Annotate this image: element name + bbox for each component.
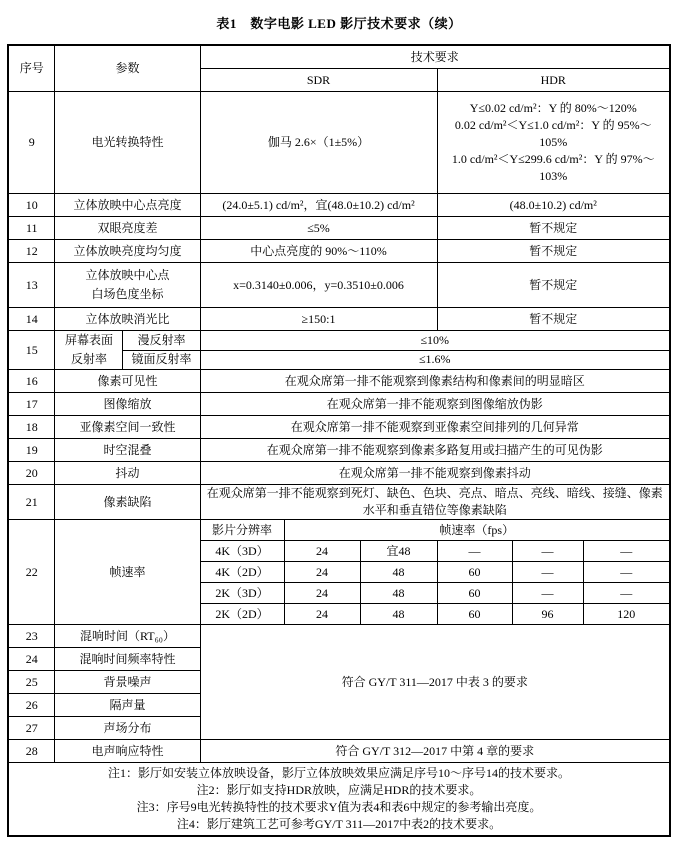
cell-r23-param: 混响时间（RT₆₀） <box>55 625 200 648</box>
table-row <box>8 520 670 541</box>
cell-r16-value: 在观众席第一排不能观察到像素结构和像素间的明显暗区 <box>200 370 670 393</box>
cell-r19-value: 在观众席第一排不能观察到像素多路复用或扫描产生的可见伪影 <box>200 439 670 462</box>
cell-r28-value: 符合 GY/T 312—2017 中第 4 章的要求 <box>200 740 670 763</box>
cell-fps: — <box>583 541 670 562</box>
table-row <box>8 92 670 194</box>
cell-r9-hdr <box>437 92 670 194</box>
cell-fps: 120 <box>583 604 670 625</box>
hdr-rule-line: 1.0 cd/m²＜Y≤299.6 cd/m²：Y 的 97%～ <box>451 152 655 166</box>
cell-r24-no: 24 <box>8 648 55 671</box>
param-line: 白场色度坐标 <box>91 287 164 301</box>
cell-fps: 48 <box>360 583 437 604</box>
cell-r9-no: 9 <box>8 92 55 194</box>
cell-r18-no: 18 <box>8 416 55 439</box>
cell-r22-subheader-fps: 帧速率（fps） <box>284 520 670 541</box>
notes-row <box>8 763 670 837</box>
param-line: 反射率 <box>70 352 107 366</box>
col-header-param: 参数 <box>55 45 200 92</box>
header-row-1 <box>8 45 670 69</box>
cell-r14-sdr: ≥150:1 <box>200 308 437 331</box>
cell-fps: 24 <box>284 562 360 583</box>
cell-fps: — <box>512 583 583 604</box>
cell-r17-value: 在观众席第一排不能观察到图像缩放伪影 <box>200 393 670 416</box>
col-header-requirements: 技术要求 <box>200 45 670 69</box>
cell-r20-value: 在观众席第一排不能观察到像素抖动 <box>200 462 670 485</box>
cell-fps: 60 <box>437 604 512 625</box>
cell-r16-param: 像素可见性 <box>55 370 200 393</box>
cell-res: 2K（3D） <box>200 583 284 604</box>
cell-fps: 96 <box>512 604 583 625</box>
cell-r14-param: 立体放映消光比 <box>55 308 200 331</box>
hdr-rule-line: 103% <box>539 169 568 183</box>
table-row <box>8 331 670 351</box>
table-row <box>8 217 670 240</box>
cell-r22-no: 22 <box>8 520 55 625</box>
cell-r20-no: 20 <box>8 462 55 485</box>
param-line: 屏幕表面 <box>64 333 113 347</box>
table-row <box>8 462 670 485</box>
table-row <box>8 416 670 439</box>
table-row <box>8 625 670 648</box>
cell-r10-param: 立体放映中心点亮度 <box>55 194 200 217</box>
cell-r22-subheader-resolution: 影片分辨率 <box>200 520 284 541</box>
cell-fps: — <box>512 541 583 562</box>
cell-r9-sdr: 伽马 2.6×（1±5%） <box>200 92 437 194</box>
hdr-rule-line: Y≤0.02 cd/m²：Y 的 80%～120% <box>469 101 637 115</box>
cell-fps: 宜48 <box>360 541 437 562</box>
cell-r15-sub1-label: 漫反射率 <box>123 331 200 351</box>
cell-r21-param: 像素缺陷 <box>55 485 200 520</box>
col-header-sdr: SDR <box>200 69 437 92</box>
cell-r12-sdr: 中心点亮度的 90%～110% <box>200 240 437 263</box>
cell-fps: 24 <box>284 583 360 604</box>
cell-r19-no: 19 <box>8 439 55 462</box>
cell-r14-hdr: 暂不规定 <box>437 308 670 331</box>
cell-fps: — <box>512 562 583 583</box>
cell-r20-param: 抖动 <box>55 462 200 485</box>
cell-r25-no: 25 <box>8 671 55 694</box>
cell-fps: 60 <box>437 583 512 604</box>
table-row <box>8 485 670 520</box>
table-row <box>8 308 670 331</box>
cell-r21-value: 在观众席第一排不能观察到死灯、缺色、色块、亮点、暗点、亮线、暗线、接缝、像素水平和垂直错位等像素缺陷 <box>200 485 670 520</box>
table-row <box>8 370 670 393</box>
hdr-rule-line: 0.02 cd/m²＜Y≤1.0 cd/m²：Y 的 95%～ <box>454 118 652 132</box>
cell-r17-no: 17 <box>8 393 55 416</box>
note-line: 注1：影厅如安装立体放映设备，影厅立体放映效果应满足序号10～序号14的技术要求。 <box>107 766 570 780</box>
cell-res: 4K（3D） <box>200 541 284 562</box>
cell-fps: 48 <box>360 604 437 625</box>
cell-r15-no: 15 <box>8 331 55 370</box>
cell-fps: — <box>437 541 512 562</box>
cell-r26-no: 26 <box>8 694 55 717</box>
cell-r22-param: 帧速率 <box>55 520 200 625</box>
cell-r11-hdr: 暂不规定 <box>437 217 670 240</box>
table-row <box>8 393 670 416</box>
table-row <box>8 194 670 217</box>
table-row <box>8 439 670 462</box>
cell-r12-hdr: 暂不规定 <box>437 240 670 263</box>
cell-r15-sub2-value: ≤1.6% <box>200 350 670 370</box>
cell-r13-sdr: x=0.3140±0.006，y=0.3510±0.006 <box>200 263 437 308</box>
cell-r11-sdr: ≤5% <box>200 217 437 240</box>
cell-r24-param: 混响时间频率特性 <box>55 648 200 671</box>
table-row <box>8 263 670 308</box>
cell-r19-param: 时空混叠 <box>55 439 200 462</box>
note-line: 注2：影厅如支持HDR放映，应满足HDR的技术要求。 <box>196 783 482 797</box>
cell-r12-no: 12 <box>8 240 55 263</box>
cell-r18-param: 亚像素空间一致性 <box>55 416 200 439</box>
cell-r14-no: 14 <box>8 308 55 331</box>
cell-fps: — <box>583 583 670 604</box>
table-row <box>8 240 670 263</box>
cell-r10-sdr: (24.0±5.1) cd/m²，宜(48.0±10.2) cd/m² <box>200 194 437 217</box>
cell-r11-no: 11 <box>8 217 55 240</box>
note-line: 注4：影厅建筑工艺可参考GY/T 311—2017中表2的技术要求。 <box>176 817 502 831</box>
cell-fps: 24 <box>284 541 360 562</box>
col-header-no: 序号 <box>8 45 55 92</box>
cell-r12-param: 立体放映亮度均匀度 <box>55 240 200 263</box>
cell-r15-sub2-label: 镜面反射率 <box>123 350 200 370</box>
cell-fps: — <box>583 562 670 583</box>
table-title: 表1 数字电影 LED 影厅技术要求（续） <box>216 16 462 31</box>
cell-r21-no: 21 <box>8 485 55 520</box>
cell-r16-no: 16 <box>8 370 55 393</box>
cell-fps: 24 <box>284 604 360 625</box>
cell-res: 2K（2D） <box>200 604 284 625</box>
cell-r18-value: 在观众席第一排不能观察到亚像素空间排列的几何异常 <box>200 416 670 439</box>
cell-fps: 60 <box>437 562 512 583</box>
table-row <box>8 740 670 763</box>
cell-acoustic-value: 符合 GY/T 311—2017 中表 3 的要求 <box>200 625 670 740</box>
hdr-rule-line: 105% <box>539 135 568 149</box>
cell-r27-param: 声场分布 <box>55 717 200 740</box>
cell-r13-hdr: 暂不规定 <box>437 263 670 308</box>
cell-fps: 48 <box>360 562 437 583</box>
col-header-hdr: HDR <box>437 69 670 92</box>
cell-r10-no: 10 <box>8 194 55 217</box>
cell-r13-param <box>55 263 200 308</box>
cell-res: 4K（2D） <box>200 562 284 583</box>
cell-r15-sub1-value: ≤10% <box>200 331 670 351</box>
cell-r11-param: 双眼亮度差 <box>55 217 200 240</box>
cell-r27-no: 27 <box>8 717 55 740</box>
cell-r26-param: 隔声量 <box>55 694 200 717</box>
cell-r9-param: 电光转换特性 <box>55 92 200 194</box>
note-line: 注3：序号9电光转换特性的技术要求Y值为表4和表6中规定的参考输出亮度。 <box>136 800 542 814</box>
cell-r23-no: 23 <box>8 625 55 648</box>
cell-r15-param <box>55 331 123 370</box>
notes-cell <box>8 763 670 837</box>
spec-table <box>7 44 671 837</box>
cell-r25-param: 背景噪声 <box>55 671 200 694</box>
param-line: 立体放映中心点 <box>85 268 170 282</box>
cell-r10-hdr: (48.0±10.2) cd/m² <box>437 194 670 217</box>
cell-r28-no: 28 <box>8 740 55 763</box>
cell-r13-no: 13 <box>8 263 55 308</box>
cell-r28-param: 电声响应特性 <box>55 740 200 763</box>
cell-r17-param: 图像缩放 <box>55 393 200 416</box>
